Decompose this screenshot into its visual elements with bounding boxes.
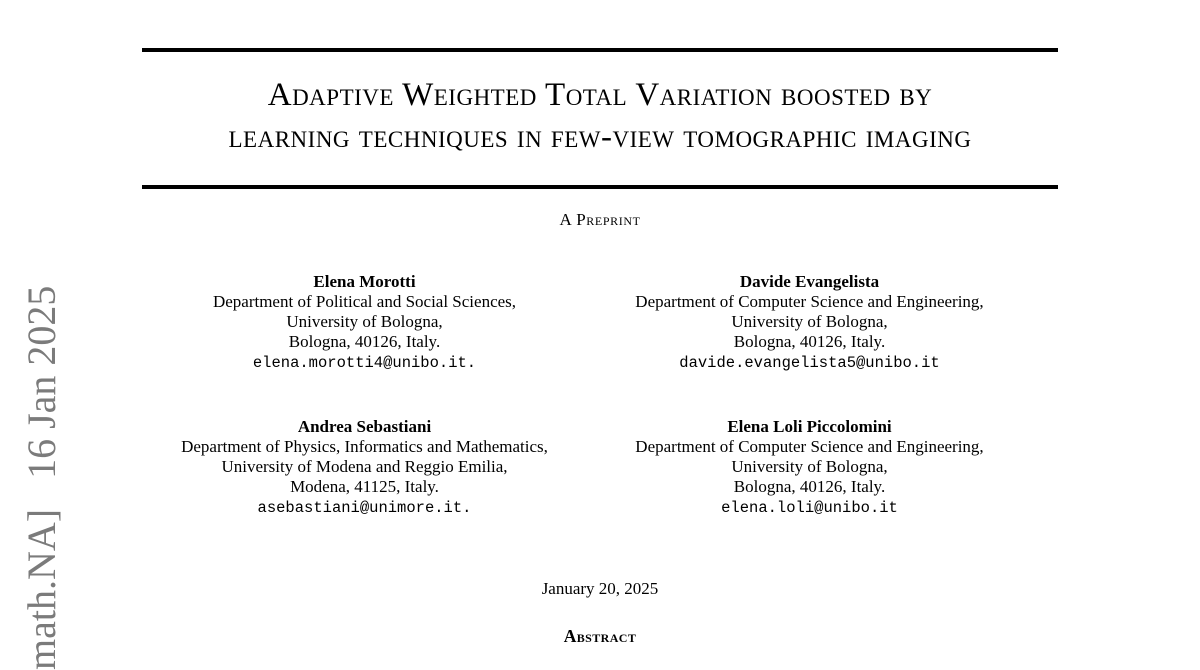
author-department: Department of Computer Science and Engineering,	[635, 437, 984, 456]
author-university: University of Bologna,	[731, 312, 888, 331]
author-name: Davide Evangelista	[739, 272, 880, 291]
author-name: Andrea Sebastiani	[297, 417, 432, 436]
arxiv-watermark: math.NA] 16 Jan 2025	[19, 285, 64, 670]
author-block-piccolomini	[587, 417, 1032, 518]
author-university: University of Bologna,	[731, 457, 888, 476]
author-block-sebastiani	[142, 417, 587, 518]
abstract-heading: Abstract	[563, 626, 637, 646]
author-department: Department of Computer Science and Engineering,	[635, 292, 984, 311]
author-email: elena.morotti4@unibo.it.	[252, 354, 477, 372]
author-city: Bologna, 40126, Italy.	[288, 332, 441, 351]
author-name: Elena Loli Piccolomini	[727, 417, 892, 436]
author-block-morotti	[142, 272, 587, 373]
date: January 20, 2025	[541, 579, 659, 598]
title-line-2: learning techniques in few-view tomographic imaging	[228, 119, 972, 155]
author-name: Elena Morotti	[313, 272, 416, 291]
author-email: asebastiani@unimore.it.	[257, 499, 472, 517]
author-department: Department of Political and Social Sciences,	[212, 292, 517, 311]
preprint-label: A Preprint	[559, 210, 641, 229]
author-grid	[142, 272, 1032, 518]
author-department: Department of Physics, Informatics and Mathematics,	[181, 437, 548, 456]
author-email: davide.evangelista5@unibo.it	[679, 354, 940, 372]
paper-title	[142, 74, 1058, 158]
author-city: Bologna, 40126, Italy.	[733, 477, 886, 496]
title-rule-bottom	[142, 185, 1058, 189]
author-university: University of Bologna,	[286, 312, 443, 331]
author-block-evangelista	[587, 272, 1032, 373]
author-university: University of Modena and Reggio Emilia,	[221, 457, 508, 476]
title-rule-top	[142, 48, 1058, 52]
author-city: Modena, 41125, Italy.	[290, 477, 439, 496]
title-line-1: Adaptive Weighted Total Variation boosted by	[267, 77, 933, 113]
author-email: elena.loli@unibo.it	[721, 499, 898, 517]
author-city: Bologna, 40126, Italy.	[733, 332, 886, 351]
